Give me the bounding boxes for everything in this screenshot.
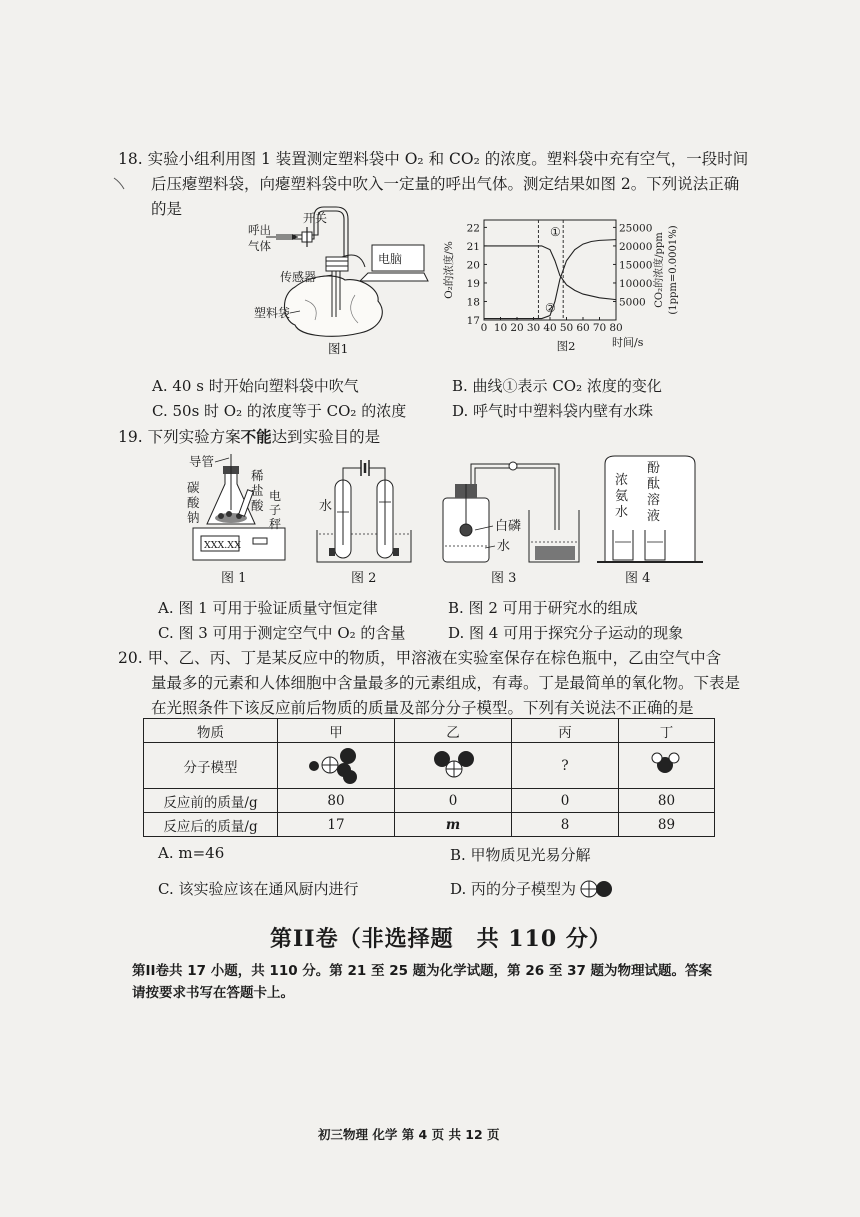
molecule-jia-icon — [304, 744, 368, 784]
y-right-tick-label: 10000 — [619, 277, 653, 290]
row-label: 分子模型 — [144, 743, 278, 789]
x-tick-label: 50 — [559, 322, 574, 334]
figure1-caption: 图1 — [328, 341, 349, 355]
q19-option-a[interactable]: A. 图 1 可用于验证质量守恒定律 — [158, 599, 378, 617]
q18-option-b[interactable]: B. 曲线①表示 CO₂ 浓度的变化 — [452, 377, 662, 395]
svg-text:电: 电 — [269, 489, 282, 503]
table-cell: 89 — [619, 813, 715, 837]
q20-option-a[interactable]: A. m=46 — [158, 844, 225, 862]
y-left-tick-label: 21 — [466, 240, 480, 253]
table-row — [144, 789, 715, 813]
table-row-model — [144, 743, 715, 789]
molecule-bing-icon — [579, 879, 615, 899]
svg-text:溶: 溶 — [647, 493, 661, 508]
x-tick-label: 80 — [609, 322, 623, 334]
plastic-bag-shape — [284, 276, 382, 336]
series-1-label: ① — [550, 225, 561, 239]
x-tick-label: 30 — [526, 322, 541, 334]
y-left-tick-label: 17 — [466, 315, 480, 327]
series-2-label: ② — [545, 301, 556, 315]
instr-line2: 请按要求书写在答题卡上。 — [132, 985, 294, 1001]
q18-option-d[interactable]: D. 呼气时中塑料袋内壁有水珠 — [452, 402, 654, 420]
q19-fig4 — [597, 456, 703, 586]
stopper — [326, 257, 348, 271]
y-right-label: CO₂的浓度/ppm — [654, 232, 665, 308]
q19-title-pre: 19. 下列实验方案 — [118, 428, 241, 446]
series-1-line — [484, 246, 616, 300]
y-left-label: O₂的浓度/% — [443, 241, 455, 299]
label-water-fig3: 水 — [497, 539, 511, 554]
q20-option-d-text: D. 丙的分子模型为 — [450, 880, 577, 898]
header-cell: 甲 — [278, 719, 395, 743]
table-row — [144, 813, 715, 837]
q18-figure1 — [240, 205, 430, 355]
svg-text:酸: 酸 — [187, 495, 200, 510]
x-tick-label: 70 — [592, 322, 607, 334]
margin-mark — [112, 176, 132, 194]
row-label: 反应后的质量/g — [144, 813, 278, 837]
q19-fig2-caption: 图 2 — [351, 571, 377, 586]
y-right-tick-label: 15000 — [619, 259, 653, 272]
clamp-icon — [509, 462, 517, 470]
label-bag: 塑料袋 — [254, 306, 291, 320]
chart-caption: 图2 — [556, 339, 576, 353]
q18-line1: 18. 实验小组利用图 1 装置测定塑料袋中 O₂ 和 CO₂ 的浓度。塑料袋中充有空气，一段时间 — [118, 150, 749, 168]
q19-fig1 — [187, 454, 285, 586]
molecule-yi-icon — [428, 744, 478, 784]
q20-line3: 在光照条件下该反应前后物质的质量及部分分子模型。下列有关说法不正确的是 — [151, 699, 694, 717]
q19-title-emphasis: 不能 — [240, 427, 272, 446]
q19-fig4-caption: 图 4 — [625, 571, 651, 586]
y-right-tick-label: 25000 — [619, 222, 653, 235]
model-bing-unknown: ? — [512, 743, 619, 789]
y-left-tick-label: 18 — [466, 296, 480, 309]
svg-text:钠: 钠 — [187, 510, 200, 525]
model-yi — [395, 743, 512, 789]
section-instructions — [132, 960, 772, 1004]
svg-text:盐: 盐 — [251, 483, 264, 498]
header-cell: 乙 — [395, 719, 512, 743]
q19-figures — [185, 450, 725, 595]
label-gas1: 呼出 — [248, 223, 271, 237]
instr-line1: 第II卷共 17 小题，共 110 分。第 21 至 25 题为化学试题，第 26 至 37 题为物理试题。答案 — [132, 963, 713, 979]
q20-stem — [118, 646, 758, 721]
y-left-tick-label: 20 — [466, 259, 480, 272]
row-label: 反应前的质量/g — [144, 789, 278, 813]
q20-line1: 20. 甲、乙、丙、丁是某反应中的物质，甲溶液在实验室保存在棕色瓶中，乙由空气中含 — [118, 649, 722, 667]
x-tick-label: 20 — [510, 322, 524, 334]
molecule-ding-icon — [647, 744, 687, 784]
table-cell: 0 — [512, 789, 619, 813]
svg-text:稀: 稀 — [251, 468, 264, 483]
table-cell: 80 — [619, 789, 715, 813]
header-cell: 丁 — [619, 719, 715, 743]
q19-option-b[interactable]: B. 图 2 可用于研究水的组成 — [448, 599, 638, 617]
q18-line2: 后压瘪塑料袋，向瘪塑料袋中吹入一定量的呼出气体。测定结果如图 2。下列说法正确 — [151, 175, 740, 193]
table-cell: 17 — [278, 813, 395, 837]
label-phosphorus: 白磷 — [495, 519, 522, 534]
q19-fig3 — [443, 462, 579, 586]
x-tick-label: 60 — [576, 322, 590, 334]
y-right-note: (1ppm=0.0001%) — [668, 225, 679, 315]
label-switch: 开关 — [303, 211, 328, 225]
table-cell: 80 — [278, 789, 395, 813]
q19-option-d[interactable]: D. 图 4 可用于探究分子运动的现象 — [448, 624, 684, 642]
y-left-tick-label: 19 — [466, 277, 480, 290]
model-ding — [619, 743, 715, 789]
svg-text:秤: 秤 — [269, 517, 282, 531]
svg-text:酸: 酸 — [251, 498, 264, 513]
q18-chart — [440, 210, 685, 360]
q20-option-d[interactable] — [450, 878, 615, 899]
q19-fig1-caption: 图 1 — [221, 571, 247, 586]
q19-option-c[interactable]: C. 图 3 可用于测定空气中 O₂ 的含量 — [158, 624, 406, 642]
q19-stem — [118, 424, 380, 450]
svg-text:酞: 酞 — [647, 477, 661, 492]
q20-line2: 量最多的元素和人体细胞中含量最多的元素组成，有毒。丁是最简单的氧化物。下表是 — [151, 674, 741, 692]
q18-option-a[interactable]: A. 40 s 时开始向塑料袋中吹气 — [152, 377, 359, 395]
label-gas2: 气体 — [248, 239, 271, 253]
page-footer: 初三物理 化学 第 4 页 共 12 页 — [318, 1127, 500, 1142]
table-cell: m — [395, 813, 512, 837]
svg-text:碳: 碳 — [187, 480, 200, 495]
svg-text:浓: 浓 — [615, 473, 629, 488]
table-cell: 0 — [395, 789, 512, 813]
header-cell: 丙 — [512, 719, 619, 743]
svg-text:液: 液 — [647, 509, 661, 524]
x-tick-label: 0 — [480, 322, 488, 334]
y-left-tick-label: 22 — [466, 222, 480, 235]
y-right-tick-label: 5000 — [619, 296, 646, 309]
section-title: 第II卷（非选择题 共 110 分） — [270, 926, 612, 952]
scale-display-text: XXX.XX — [204, 540, 241, 551]
svg-text:氨: 氨 — [615, 489, 629, 504]
q19-fig3-caption: 图 3 — [491, 571, 517, 586]
y-right-tick-label: 20000 — [619, 240, 653, 253]
q19-title-post: 达到实验目的是 — [271, 428, 381, 446]
svg-text:子: 子 — [269, 503, 282, 517]
x-tick-label: 10 — [493, 322, 508, 334]
table-header-row — [144, 719, 715, 743]
model-jia — [278, 743, 395, 789]
x-axis-label: 时间/s — [612, 336, 644, 349]
white-phosphorus — [460, 524, 472, 536]
x-tick-label: 40 — [543, 322, 557, 334]
label-sensor: 传感器 — [280, 270, 317, 284]
q20-table — [143, 718, 715, 837]
label-water-fig2: 水 — [319, 499, 333, 514]
q18-line3: 的是 — [151, 200, 183, 218]
table-cell: 8 — [512, 813, 619, 837]
label-computer: 电脑 — [378, 252, 403, 266]
q18-option-c[interactable]: C. 50s 时 O₂ 的浓度等于 CO₂ 的浓度 — [152, 402, 407, 420]
q19-fig2 — [317, 460, 411, 586]
q20-option-c[interactable]: C. 该实验应该在通风厨内进行 — [158, 880, 359, 898]
q20-option-b[interactable]: B. 甲物质见光易分解 — [450, 846, 591, 864]
header-cell: 物质 — [144, 719, 278, 743]
svg-text:酚: 酚 — [647, 461, 661, 476]
label-tube: 导管 — [189, 454, 215, 469]
svg-text:水: 水 — [615, 505, 629, 520]
